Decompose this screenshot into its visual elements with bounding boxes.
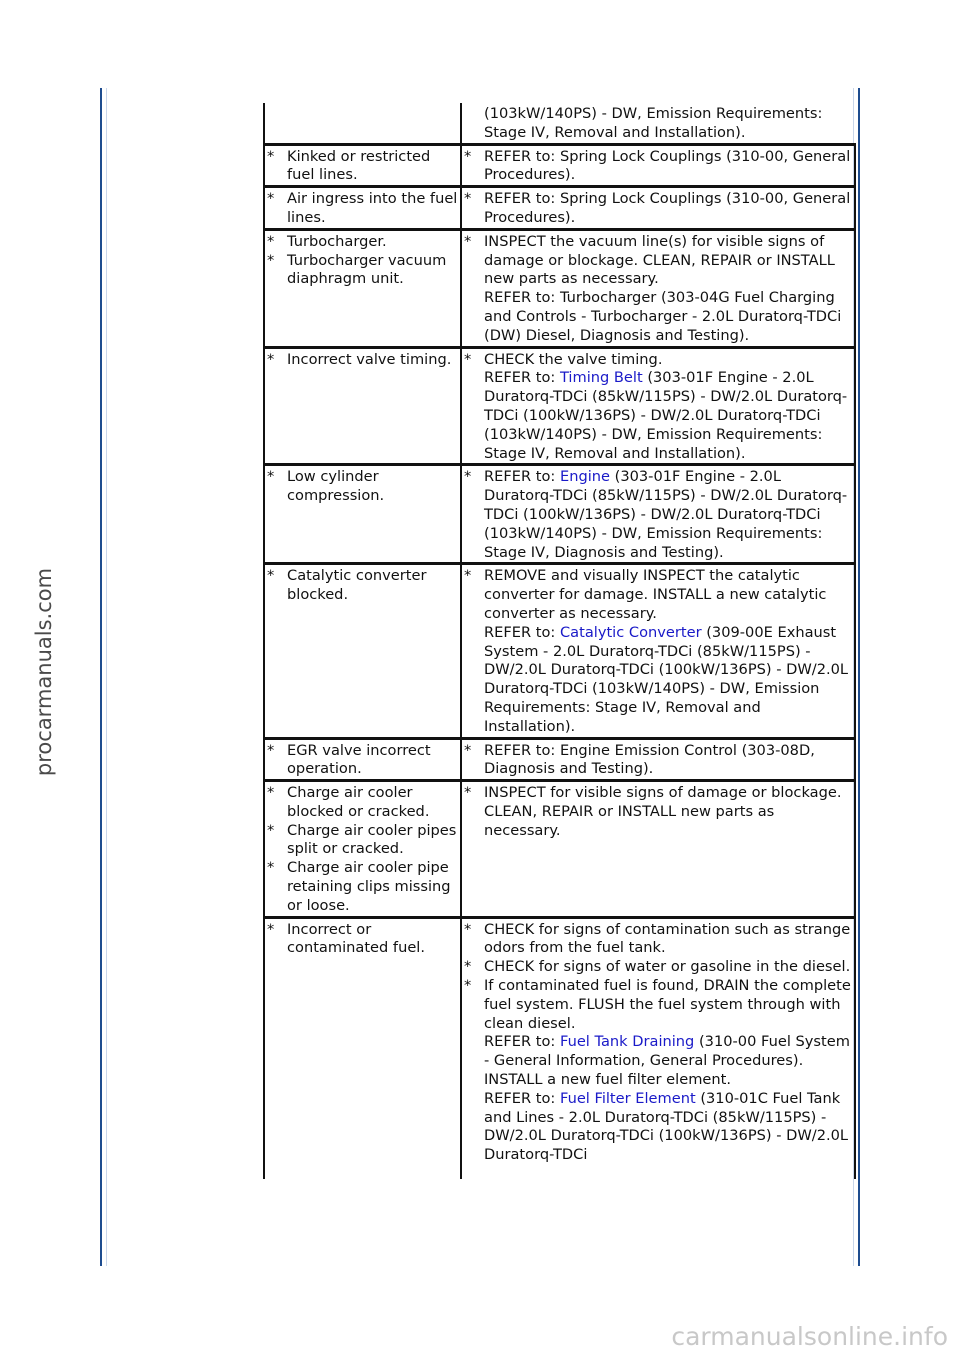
action-continuation — [464, 624, 852, 737]
action-text: (303-01F Engine - 2.0L Duratorq-TDCi (85kW/115PS) - DW/2.0L Duratorq-TDCi (100kW/136PS) - DW/2.0L Duratorq-TDCi (103kW/140PS) - DW, Emission Requirements: Stage IV, Removal and Installation). — [484, 369, 848, 462]
cause-cell — [264, 229, 461, 347]
bullet-star: * — [267, 232, 275, 250]
bullet-star: * — [267, 567, 275, 585]
action-cell — [461, 564, 855, 738]
cause-item — [267, 351, 458, 370]
bullet-star: * — [464, 784, 472, 802]
reference-link[interactable]: Catalytic Converter — [559, 623, 702, 641]
bullet-star: * — [267, 350, 275, 368]
action-text: REFER to: — [484, 369, 560, 387]
action-continuation — [464, 105, 853, 143]
action-cell — [461, 917, 855, 1179]
side-watermark: procarmanuals.com — [32, 567, 56, 777]
table-row — [264, 103, 855, 144]
cause-cell — [264, 564, 461, 738]
action-item — [464, 190, 852, 228]
bullet-star: * — [464, 232, 472, 250]
cause-cell — [264, 103, 461, 144]
action-text: (303-01F Engine - 2.0L Duratorq-TDCi (85kW/115PS) - DW/2.0L Duratorq-TDCi (100kW/136PS) - DW/2.0L Duratorq-TDCi (103kW/140PS) - DW, Emission Requirements: Stage IV, Diagnosis and Testing). — [484, 468, 848, 561]
cause-text: Charge air cooler pipes split or cracked. — [287, 821, 457, 858]
bullet-star: * — [267, 147, 275, 165]
cause-text: Incorrect valve timing. — [287, 350, 452, 368]
diagnostic-table — [263, 103, 856, 1179]
action-cell — [461, 738, 855, 781]
action-text: REFER to: Spring Lock Couplings (310-00, General Procedures). — [484, 190, 851, 226]
bullet-star: * — [464, 958, 472, 976]
action-text: REMOVE and visually INSPECT the catalytic converter for damage. INSTALL a new catalytic converter as necessary. — [484, 567, 827, 622]
action-item — [464, 784, 852, 840]
cause-cell — [264, 781, 461, 918]
cause-cell — [264, 144, 461, 187]
bullet-star: * — [464, 741, 472, 759]
action-text: (310-00 Fuel System - General Information, General Procedures). — [484, 1033, 850, 1070]
action-continuation — [464, 289, 852, 345]
cause-cell — [264, 738, 461, 781]
action-cell — [461, 465, 855, 564]
table-row — [264, 781, 855, 918]
cause-item — [267, 252, 458, 290]
bullet-star: * — [267, 468, 275, 486]
action-continuation — [464, 1090, 852, 1165]
bullet-star: * — [267, 821, 275, 839]
action-text: INSPECT the vacuum line(s) for visible signs of damage or blockage. CLEAN, REPAIR or INSTALL new parts as necessary. — [484, 232, 835, 288]
bullet-star: * — [464, 468, 472, 486]
cause-item — [267, 822, 458, 860]
diagnostic-table-body — [264, 103, 855, 1179]
action-text: REFER to: Spring Lock Couplings (310-00, General Procedures). — [484, 147, 851, 184]
table-row — [264, 347, 855, 465]
table-row — [264, 564, 855, 738]
action-text: REFER to: — [484, 1033, 560, 1051]
action-cell — [461, 781, 855, 918]
bullet-star: * — [464, 977, 472, 995]
table-row — [264, 144, 855, 187]
cause-cell — [264, 347, 461, 465]
action-cell — [461, 144, 855, 187]
action-text: CHECK for signs of contamination such as strange odors from the fuel tank. — [484, 920, 851, 957]
cause-item — [267, 921, 458, 959]
right-margin-rule — [858, 88, 860, 1266]
action-text: REFER to: Engine Emission Control (303-08D, Diagnosis and Testing). — [484, 741, 815, 778]
table-row — [264, 187, 855, 230]
action-continuation — [464, 369, 852, 463]
action-text: CHECK the valve timing. — [484, 350, 663, 368]
cause-text: Incorrect or contaminated fuel. — [287, 920, 425, 957]
action-text: (309-00E Exhaust System - 2.0L Duratorq-TDCi (85kW/115PS) - DW/2.0L Duratorq-TDCi (100kW/136PS) - DW/2.0L Duratorq-TDCi (103kW/140PS) - DW, Emission Requirements: Stage IV, Removal and Installation). — [484, 623, 849, 735]
cause-cell — [264, 917, 461, 1179]
bullet-star: * — [464, 567, 472, 585]
reference-link[interactable]: Engine — [559, 468, 610, 486]
left-margin-rule — [100, 88, 102, 1266]
table-row — [264, 738, 855, 781]
cause-text: EGR valve incorrect operation. — [287, 741, 431, 778]
bullet-star: * — [267, 920, 275, 938]
cause-cell — [264, 465, 461, 564]
action-text: (103kW/140PS) - DW, Emission Requirements: Stage IV, Removal and Installation). — [484, 105, 823, 141]
action-item — [464, 958, 852, 977]
cause-item — [267, 233, 458, 252]
action-text: (310-01C Fuel Tank and Lines - 2.0L Duratorq-TDCi (85kW/115PS) - DW/2.0L Duratorq-TDCi (100kW/136PS) - DW/2.0L Duratorq-TDCi — [484, 1089, 849, 1164]
bullet-star: * — [267, 741, 275, 759]
cause-text: Low cylinder compression. — [287, 468, 385, 505]
action-text: INSTALL a new fuel filter element. — [484, 1071, 731, 1089]
cause-text: Turbocharger. — [287, 232, 387, 250]
cause-text: Kinked or restricted fuel lines. — [287, 147, 431, 184]
bullet-star: * — [267, 859, 275, 877]
action-cell — [461, 187, 855, 230]
bullet-star: * — [267, 784, 275, 802]
bullet-star: * — [464, 190, 472, 208]
cause-cell — [264, 187, 461, 230]
bullet-star: * — [267, 251, 275, 269]
action-item — [464, 148, 852, 186]
action-text: INSPECT for visible signs of damage or blockage. CLEAN, REPAIR or INSTALL new parts as necessary. — [484, 784, 842, 839]
cause-text: Charge air cooler pipe retaining clips missing or loose. — [287, 859, 451, 914]
bullet-star: * — [464, 147, 472, 165]
table-row — [264, 917, 855, 1179]
action-item — [464, 742, 852, 780]
action-item — [464, 921, 852, 959]
bullet-star: * — [464, 920, 472, 938]
action-item — [464, 567, 852, 623]
action-text: REFER to: — [484, 468, 560, 486]
bullet-star: * — [267, 190, 275, 208]
table-row — [264, 229, 855, 347]
reference-link[interactable]: Fuel Filter Element — [559, 1089, 696, 1107]
cause-item — [267, 148, 458, 186]
table-row — [264, 465, 855, 564]
cause-item — [267, 742, 458, 780]
action-item — [464, 233, 852, 289]
reference-link[interactable]: Timing Belt — [559, 369, 643, 387]
cause-text: Turbocharger vacuum diaphragm unit. — [287, 251, 447, 288]
cause-item — [267, 468, 458, 506]
reference-link[interactable]: Fuel Tank Draining — [559, 1033, 695, 1051]
action-item — [464, 468, 852, 562]
cause-item — [267, 859, 458, 915]
cause-text: Catalytic converter blocked. — [287, 567, 427, 604]
bullet-star: * — [464, 350, 472, 368]
left-margin-rule-inner — [106, 88, 107, 1266]
cause-text: Air ingress into the fuel lines. — [287, 190, 458, 226]
action-continuation — [464, 1033, 852, 1071]
cause-text: Charge air cooler blocked or cracked. — [287, 784, 430, 820]
cause-item — [267, 784, 458, 822]
action-cell — [461, 229, 855, 347]
action-text: REFER to: — [484, 1089, 560, 1107]
action-text: REFER to: Turbocharger (303-04G Fuel Charging and Controls - Turbocharger - 2.0L Duratorq-TDCi (DW) Diesel, Diagnosis and Testing). — [484, 289, 842, 344]
action-item — [464, 351, 852, 370]
action-item — [464, 977, 852, 1033]
action-continuation — [464, 1071, 852, 1090]
action-cell — [461, 103, 855, 144]
cause-item — [267, 567, 458, 605]
action-text: If contaminated fuel is found, DRAIN the complete fuel system. FLUSH the fuel system through with clean diesel. — [484, 977, 851, 1032]
action-cell — [461, 347, 855, 465]
cause-item — [267, 190, 458, 228]
action-text: CHECK for signs of water or gasoline in the diesel. — [484, 958, 851, 976]
action-text: REFER to: — [484, 623, 560, 641]
bottom-watermark: carmanualsonline.info — [671, 1322, 948, 1351]
